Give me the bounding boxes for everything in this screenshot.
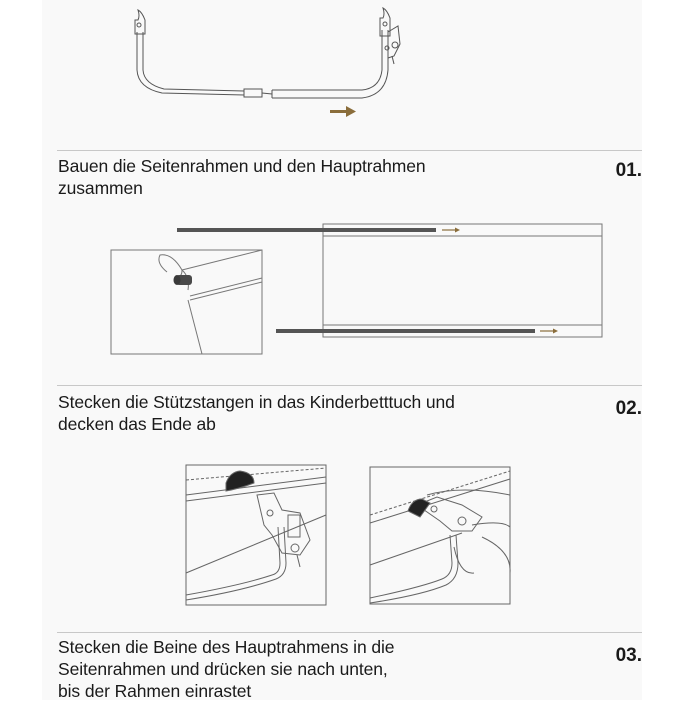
step-2-number: 02.: [615, 398, 642, 419]
arrow-right-icon: [442, 228, 460, 233]
figure-cover-ends: [42, 455, 642, 615]
step-1-instruction: [58, 155, 528, 199]
step-2-line: Stecken die Stützstangen in das Kinderbetttuch und: [58, 392, 455, 412]
step-2-instruction: [58, 391, 528, 435]
section-divider: [57, 632, 642, 633]
figure-support-rods: [42, 215, 642, 375]
instruction-panel: [42, 0, 642, 700]
step-2-line: decken das Ende ab: [58, 414, 216, 434]
step-1-line: Bauen die Seitenrahmen und den Hauptrahmen: [58, 156, 426, 176]
figure-frame-assembly: [42, 0, 642, 148]
step-1-line: zusammen: [58, 178, 143, 198]
arrow-right-icon: [330, 106, 356, 117]
step-3-line: Stecken die Beine des Hauptrahmens in die: [58, 637, 395, 657]
step-3-line: bis der Rahmen einrastet: [58, 681, 252, 701]
step-3-instruction: [58, 636, 528, 702]
step-1-number: 01.: [615, 160, 642, 181]
section-divider: [57, 150, 642, 151]
section-divider: [57, 385, 642, 386]
step-3-line: Seitenrahmen und drücken sie nach unten,: [58, 659, 388, 679]
step-3-number: 03.: [615, 645, 642, 666]
arrow-right-icon: [540, 329, 558, 334]
